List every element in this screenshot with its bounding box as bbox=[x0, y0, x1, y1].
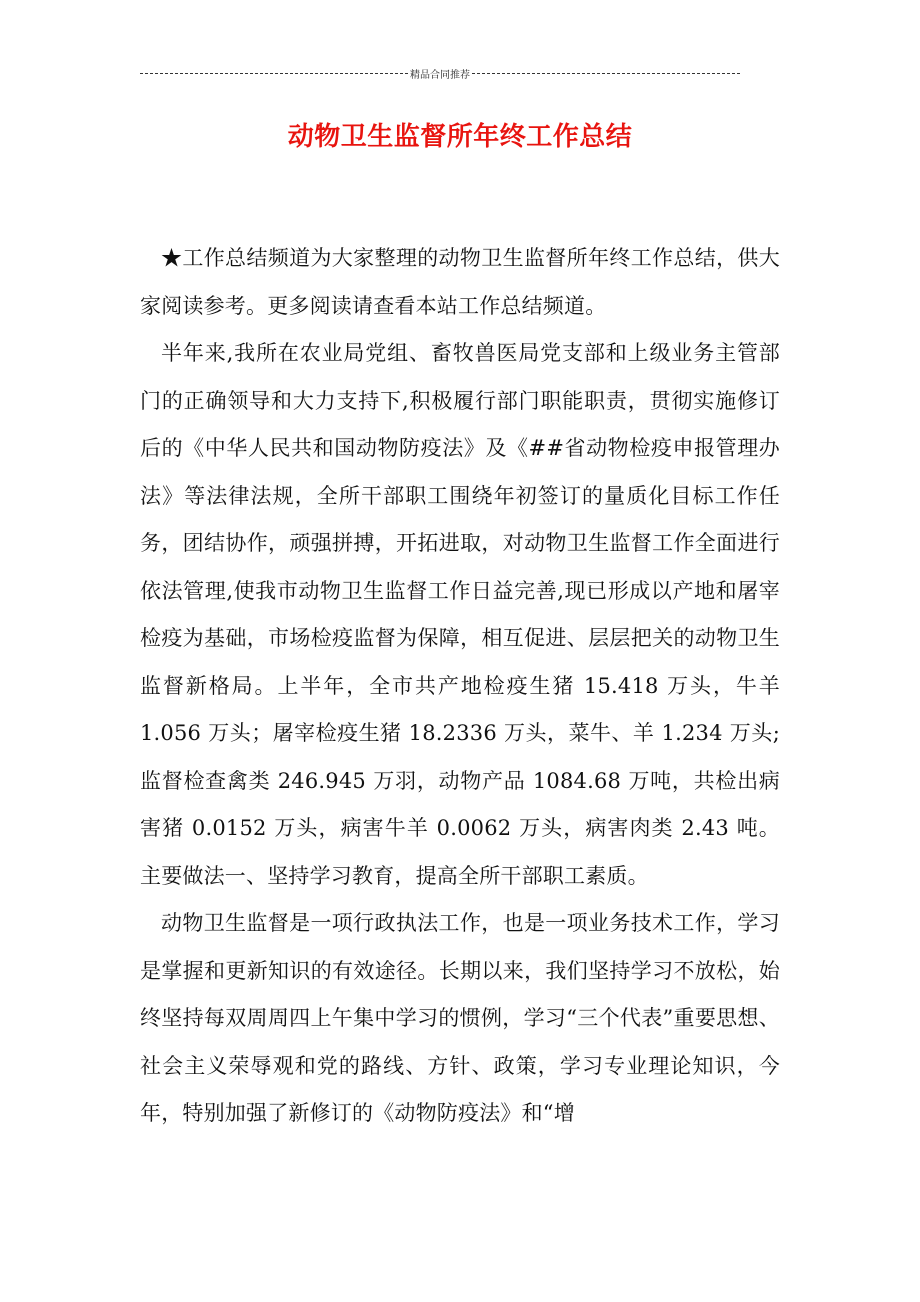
header-dash-left bbox=[140, 73, 408, 74]
document-title: 动物卫生监督所年终工作总结 bbox=[287, 122, 633, 152]
header-label: 精品合同推荐 bbox=[410, 70, 470, 81]
document-body bbox=[140, 235, 780, 1138]
header-dash-right bbox=[472, 73, 740, 74]
intro-paragraph: ★工作总结频道为大家整理的动物卫生监督所年终工作总结，供大家阅读参考。更多阅读请查看本站工作总结频道。 bbox=[140, 246, 780, 318]
header-rule bbox=[140, 66, 740, 81]
body-paragraph-2: 动物卫生监督是一项行政执法工作，也是一项业务技术工作，学习是掌握和更新知识的有效途径。长期以来，我们坚持学习不放松，始终坚持每双周周四上午集中学习的惯例，学习“三个代表”重要思想、社会主义荣辱观和党的路线、方针、政策，学习专业理论知识，今年，特别加强了新修订的《动物防疫法》和“增 bbox=[140, 911, 780, 1125]
body-paragraph-1: 半年来,我所在农业局党组、畜牧兽医局党支部和上级业务主管部门的正确领导和大力支持下,积极履行部门职能职责，贯彻实施修订后的《中华人民共和国动物防疫法》及《##省动物检疫申报管理办法》等法律法规，全所干部职工围绕年初签订的量质化目标工作任务，团结协作，顽强拼搏，开拓进取，对动物卫生监督工作全面进行依法管理,使我市动物卫生监督工作日益完善,现已形成以产地和屠宰检疫为基础，市场检疫监督为保障，相互促进、层层把关的动物卫生监督新格局。上半年，全市共产地检疫生猪 15.418 万头，牛羊 1.056 万头；屠宰检疫生猪 18.2336 万头，菜牛、羊 1.234 万头;监督检查禽类 246.945 万羽，动物产品 1084.68 万吨，共检出病害猪 0.0152 万头，病害牛羊 0.0062 万头，病害肉类 2.43 吨。主要做法一、坚持学习教育，提高全所干部职工素质。 bbox=[140, 341, 780, 888]
